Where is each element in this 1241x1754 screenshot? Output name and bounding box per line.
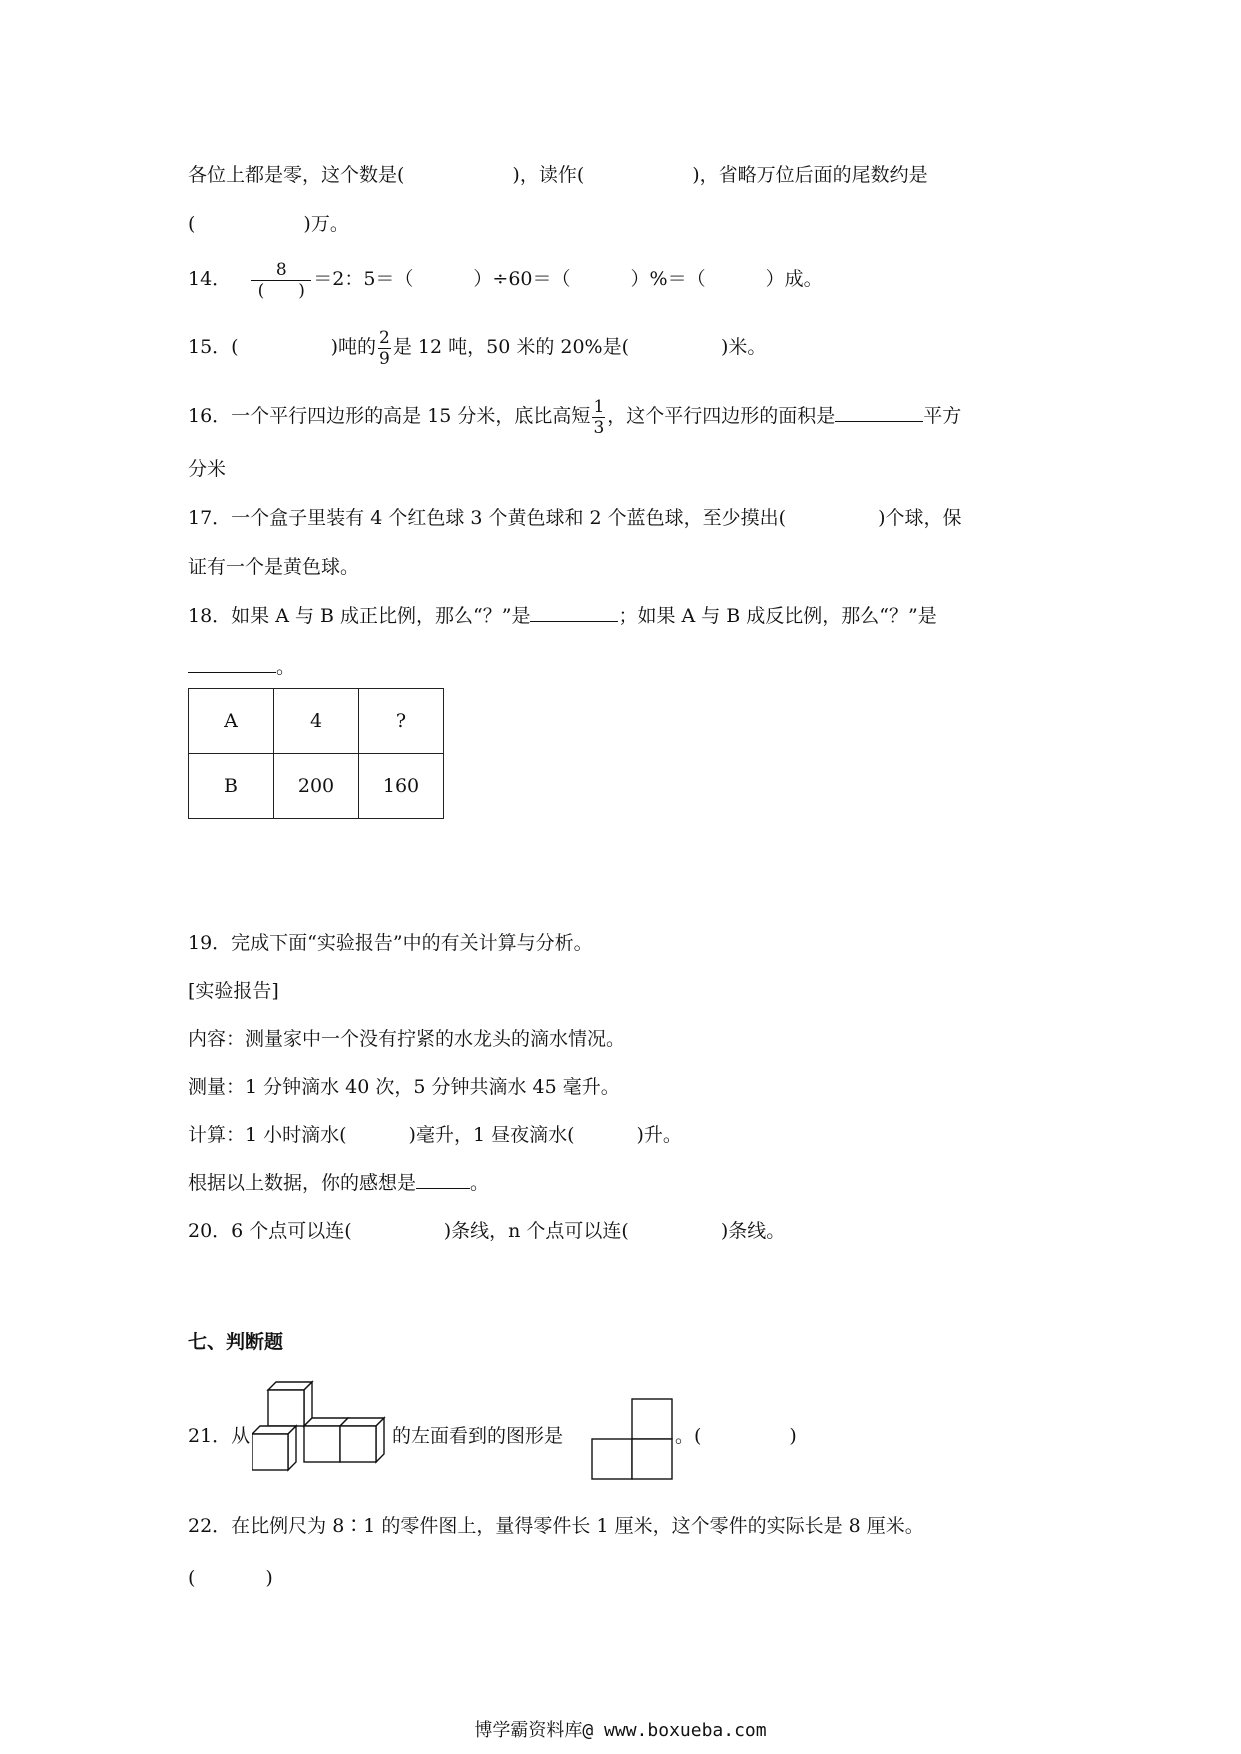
q16-line2: 分米 [188,458,227,480]
table-cell: 4 [274,689,359,754]
question-22: 22．在比例尺为 8∶1 的零件图上，量得零件长 1 厘米，这个零件的实际长是 8 厘米。 [188,1515,924,1537]
table-cell: A [189,689,274,754]
proportion-table [188,688,444,819]
q21-prefix: 21．从 [188,1425,251,1447]
table-cell: B [189,754,274,819]
table-row [189,689,444,754]
section-heading: 七、判断题 [188,1331,284,1353]
question-17: 17．一个盒子里装有 4 个红色球 3 个黄色球和 2 个蓝色球，至少摸出( )个球，保 [188,507,962,529]
q21-middle: 的左面看到的图形是 [392,1425,564,1447]
table-cell: ? [359,689,444,754]
question-16: 16．一个平行四边形的高是 15 分米，底比高短 $\frac{1}{3}$ ，这个平行四边形的面积是 平方 [188,396,962,438]
question-18: 18．如果 A 与 B 成正比例，那么“？”是 ；如果 A 与 B 成反比例，那么“？”是 [188,605,937,627]
q17-line2: 证有一个是黄色球。 [188,556,360,578]
report-feeling: 根据以上数据，你的感想是 。 [188,1172,490,1194]
report-content: 内容：测量家中一个没有拧紧的水龙头的滴水情况。 [188,1028,626,1050]
q13-line2: ( )万。 [188,213,349,235]
footer-watermark: 博学霸资料库@ www.boxueba.com [474,1720,767,1741]
q18-line2: 。 [188,654,295,680]
report-measure: 测量：1 分钟滴水 40 次，5 分钟共滴水 45 毫升。 [188,1076,620,1098]
answer-blank[interactable] [416,1170,470,1189]
fraction: $\frac{8}{( )}$ [251,260,311,301]
question-20: 20．6 个点可以连( )条线，n 个点可以连( )条线。 [188,1220,786,1242]
question-14: 14． $\frac{8}{( )}$ ＝2：5＝（ ）÷60＝（ ）%＝（ ）成。 [188,259,823,301]
q21-answer: 。( ) [675,1425,797,1447]
fraction: $\frac{1}{3}$ [593,396,605,438]
q13-line1: 各位上都是零，这个数是( )，读作( )，省略万位后面的尾数约是 [188,164,928,186]
report-heading: [实验报告] [188,980,279,1002]
answer-blank[interactable] [530,603,618,622]
table-row [189,754,444,819]
table-cell: 200 [274,754,359,819]
report-calc: 计算：1 小时滴水( )毫升，1 昼夜滴水( )升。 [188,1124,682,1146]
question-19-title: 19．完成下面“实验报告”中的有关计算与分析。 [188,932,593,954]
answer-blank[interactable] [188,654,276,673]
answer-blank[interactable] [835,403,923,422]
question-15: 15．( )吨的 $\frac{2}{9}$ 是 12 吨，50 米的 20%是( )米。 [188,327,767,369]
fraction: $\frac{2}{9}$ [379,327,390,369]
table-cell: 160 [359,754,444,819]
q22-answer: ( ) [188,1567,273,1589]
cube-stack-figure [252,1376,392,1484]
left-view-figure [591,1398,675,1482]
